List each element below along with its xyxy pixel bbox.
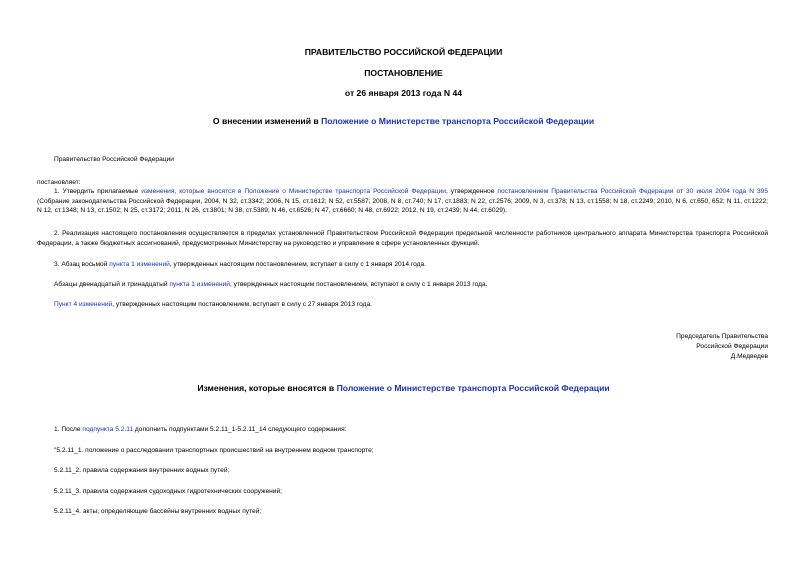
doc-type-heading: ПОСТАНОВЛЕНИЕ	[364, 68, 443, 78]
annex-subitem-2: 5.2.11_2. правила содержания внутренних водных путей;	[54, 467, 230, 474]
annex-subitem-4: 5.2.11_4. акты, определяющие бассейны внутренних водных путей;	[54, 508, 262, 515]
p4-post: , утвержденных настоящим постановлением, вступают в силу с 1 января 2013 года.	[230, 281, 488, 288]
date-number-heading: от 26 января 2013 года N 44	[344, 88, 463, 98]
annex-item-1-post: дополнить подпунктами 5.2.11_1-5.2.11_14 следующего содержания:	[133, 426, 347, 433]
signature-line-1: Председатель Правительства	[676, 333, 768, 340]
signature-line-2: Российской Федерации	[696, 343, 768, 350]
signature-line-3: Д.Медведев	[730, 353, 768, 360]
paragraph-3	[54, 260, 426, 270]
annex-title-link[interactable]: Положение о Министерстве транспорта Российской Федерации	[336, 383, 610, 393]
paragraph-1	[37, 187, 768, 216]
p1-link-changes[interactable]: изменения, которые вносятся в Положение о Министерстве транспорта Российской Федерации	[141, 188, 446, 195]
p5-post: , утвержденных настоящим постановлением, вступает в силу с 27 января 2013 года.	[112, 301, 372, 308]
p3-post: , утвержденных настоящим постановлением, вступает в силу с 1 января 2014 года.	[169, 261, 426, 268]
paragraph-5	[54, 300, 372, 310]
decree-text: постановляет:	[37, 179, 81, 186]
annex-item-1-pre: 1. После	[54, 426, 83, 433]
p5-link[interactable]: Пункт 4 изменений	[54, 301, 113, 308]
title-link[interactable]: Положение о Министерстве транспорта Российской Федерации	[321, 116, 595, 126]
annex-subitem-3: 5.2.11_3. правила содержания судоходных гидротехнических сооружений;	[54, 488, 282, 495]
authority-heading: ПРАВИТЕЛЬСТВО РОССИЙСКОЙ ФЕДЕРАЦИИ	[304, 47, 503, 57]
document-title	[0, 116, 807, 126]
p4-pre: Абзацы двенадцатый и тринадцатый	[54, 281, 170, 288]
annex-title	[0, 383, 807, 393]
p3-pre: 3. Абзац восьмой	[54, 261, 110, 268]
annex-item-1-link[interactable]: подпункта 5.2.11	[82, 426, 134, 433]
signature-block	[676, 332, 768, 362]
p1-rest: (Собрание законодательства Российской Федерации, 2004, N 32, ст.3342; 2006, N 15, ст.1612; N 52, ст.5587; 2008, N 8, ст.740; N 17, ст.1883; N 22, ст.2576; 2009, N 3, ст.378; N 13, ст.1558; N 18, ст.2249; 2010, N 6, ст.650, 652; N 11, ст.1222; N 12, ст.1348; N 13, ст.1502; N 25, ст.3172; 2011, N 26, ст.3801; N 38, ст.5389; N 46, ст.6526; N 47, ст.6660; N 48, ст.6922; 2012, N 19, ст.2439; N 44, ст.6029).	[37, 197, 768, 215]
issuer-text: Правительство Российской Федерации	[54, 156, 174, 163]
annex-subitem-1: "5.2.11_1. положение о расследовании транспортных происшествий на внутреннем водном транспорте;	[54, 447, 374, 454]
annex-item-1	[54, 425, 347, 435]
paragraph-4	[54, 280, 487, 290]
annex-title-prefix: Изменения, которые вносятся в	[197, 383, 337, 393]
p3-link[interactable]: пункта 1 изменений	[109, 261, 170, 268]
p1-mid: , утвержденное	[445, 188, 498, 195]
p1-link-resolution[interactable]: постановлением Правительства Российской Федерации от 30 июля 2004 года N 395	[497, 188, 768, 195]
title-prefix: О внесении изменений в	[212, 116, 322, 126]
paragraph-2: 2. Реализация настоящего постановления осуществляется в пределах установленной Правительством Российской Федерации предельной численности работников центрального аппарата Министерства транспорта Российской Федерации, а также бюджетных ассигнований, предусмотренных Министерству на руководство и управление в сфере установленных функций.	[37, 230, 768, 247]
p4-link[interactable]: пункта 1 изменений	[169, 281, 230, 288]
p1-num: 1. Утвердить прилагаемые	[54, 188, 142, 195]
